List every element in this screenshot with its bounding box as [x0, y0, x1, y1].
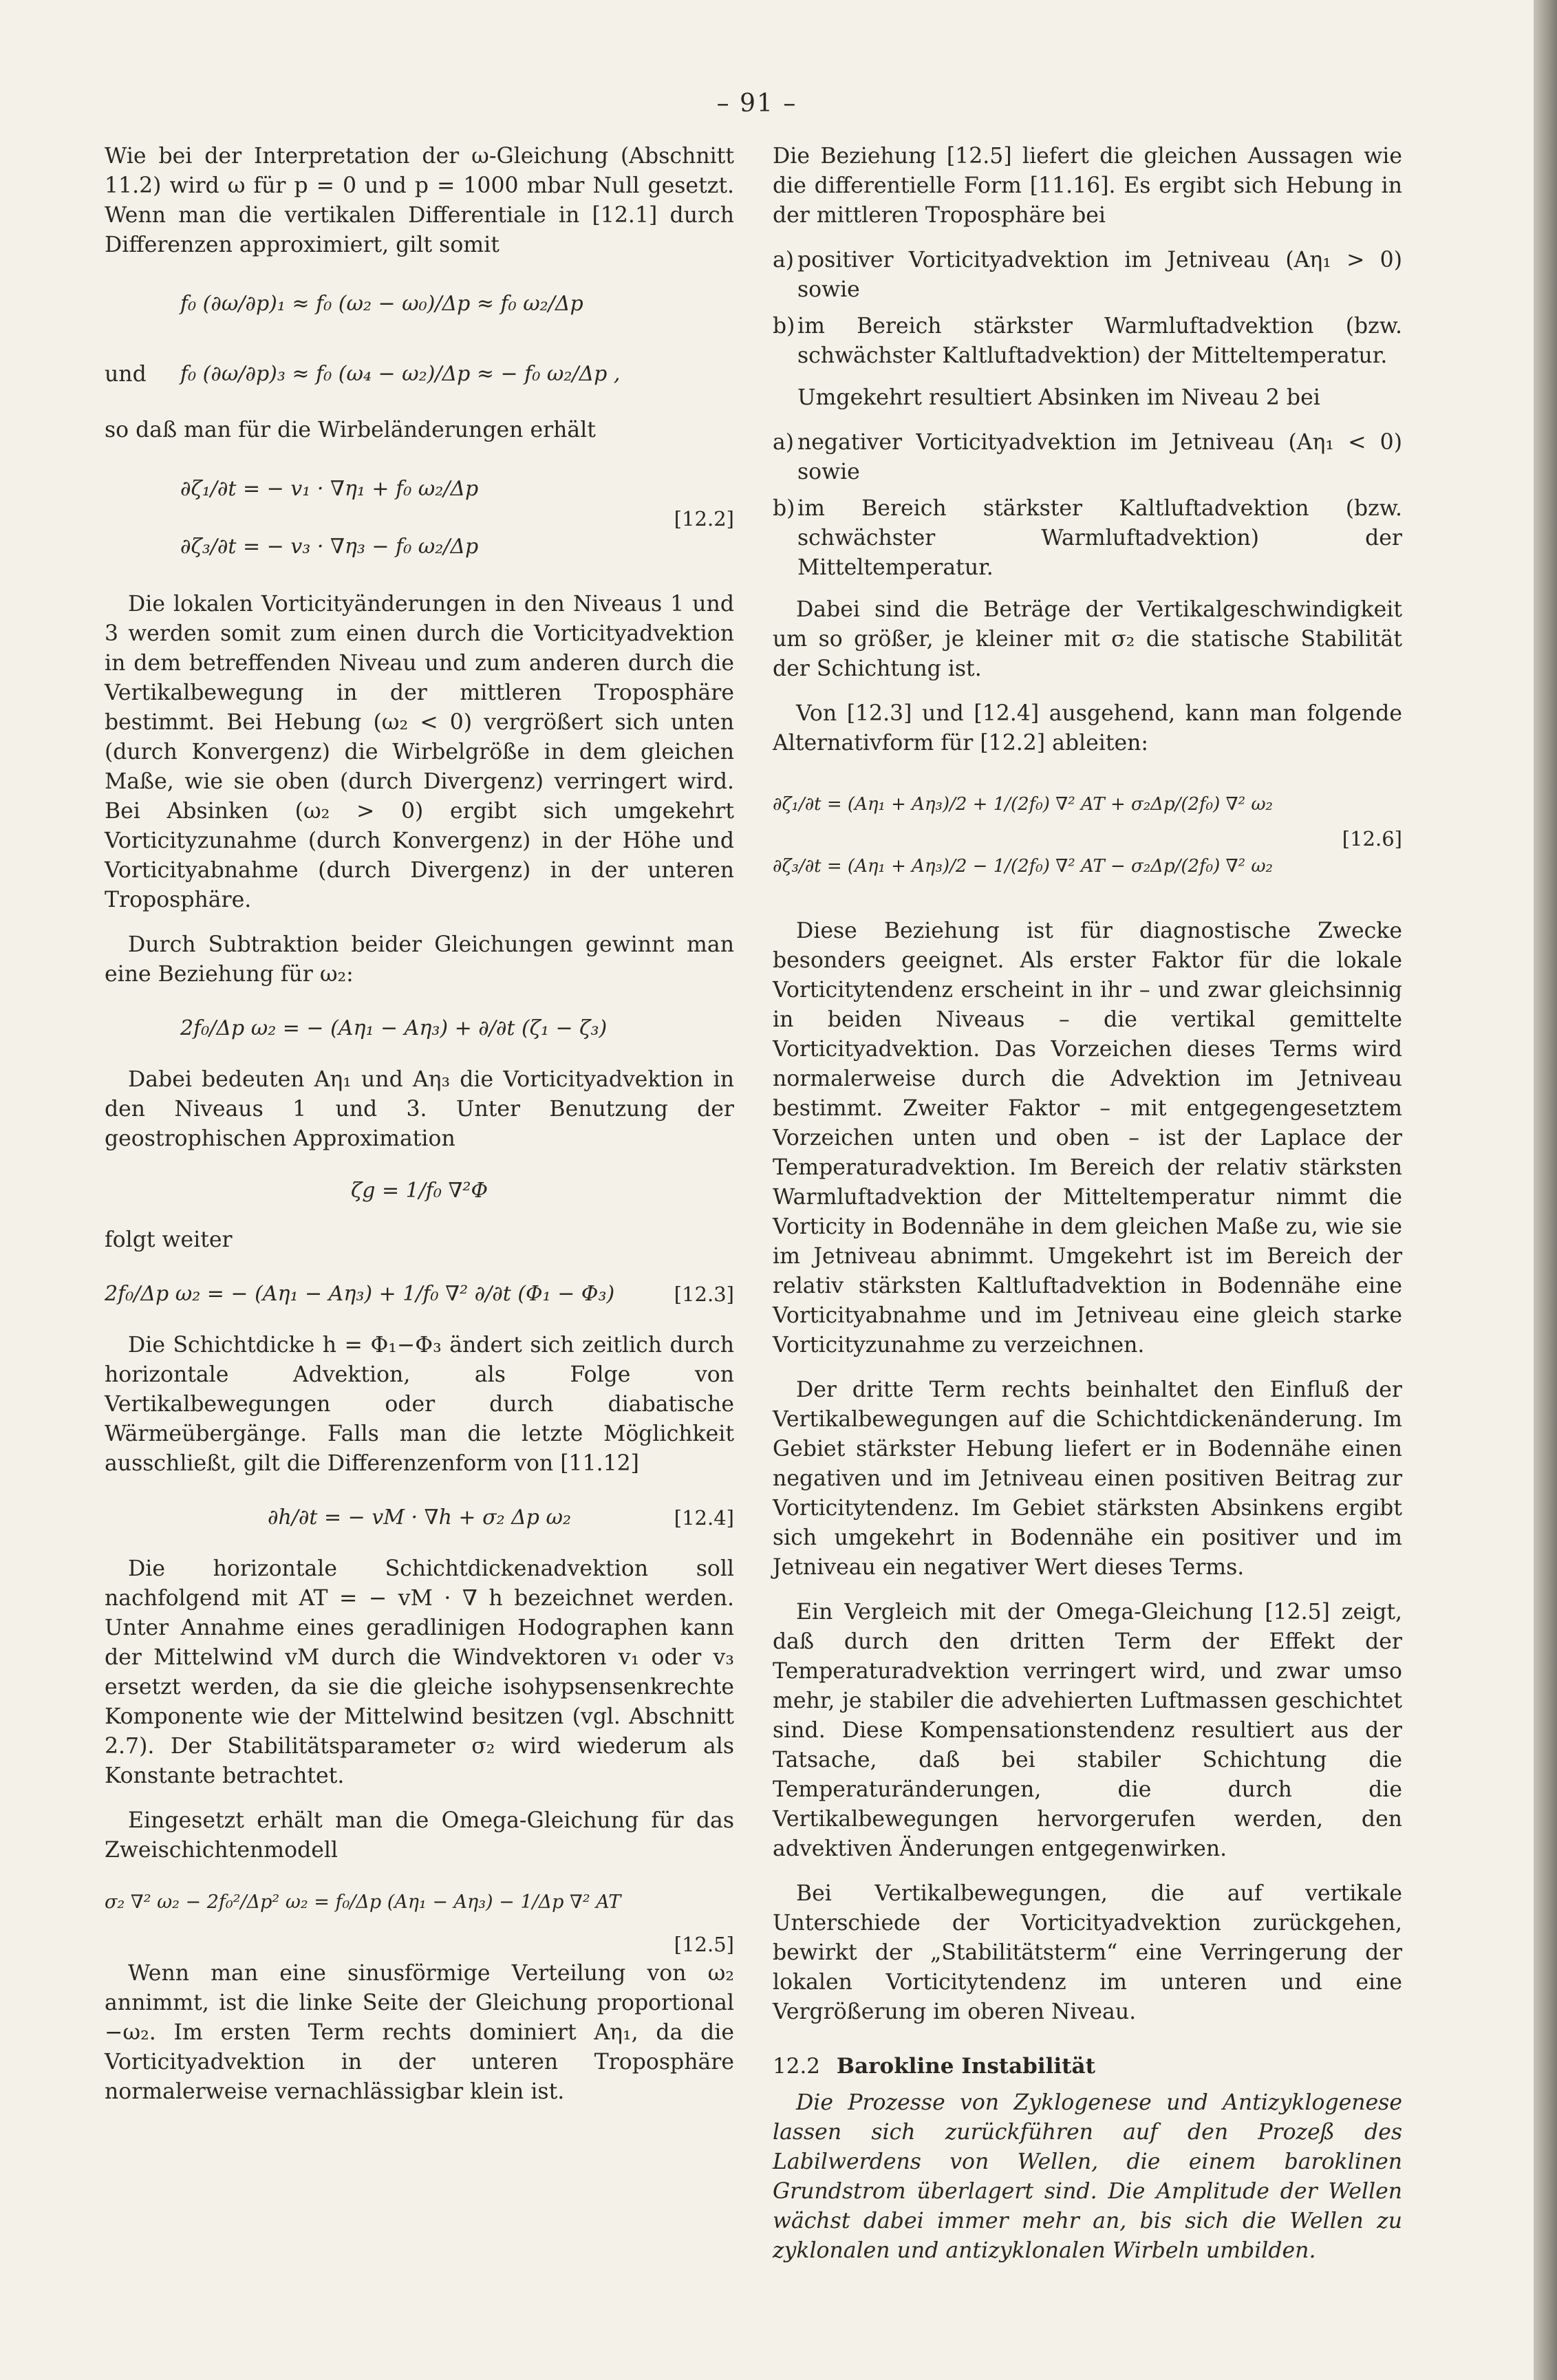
paragraph: Der dritte Term rechts beinhaltet den Einfluß der Vertikalbewegungen auf die Schichtdickenänderung. Im Gebiet stärkster Hebung liefert er in Bodennähe einen negativen und im Jetniveau einen positiven Beitrag zur Vorticitytendenz. Im Gebiet stärksten Absinkens ergibt sich umgekehrt in Bodennähe ein positiver und im Jetniveau ein negativer Wert dieses Terms. — [773, 1377, 1402, 1580]
section-number: 12.2 — [773, 2054, 821, 2079]
equation-number: [12.3] — [674, 1283, 734, 1306]
equation-text: ∂ζ₃/∂t = (Aη₁ + Aη₃)/2 − 1/(2f₀) ∇² AT − σ₂Δp/(2f₀) ∇² ω₂ — [773, 856, 1273, 877]
paragraph: Umgekehrt resultiert Absinken im Niveau 2 bei — [797, 385, 1320, 410]
equation-number: [12.5] — [674, 1933, 734, 1956]
equation-text: 2f₀/Δp ω₂ = − (Aη₁ − Aη₃) + ∂/∂t (ζ₁ − ζ₃) — [180, 1016, 608, 1040]
equation-geostrophic — [105, 1169, 734, 1213]
equation-text: f₀ (∂ω/∂p)₃ ≈ f₀ (ω₄ − ω₂)/Δp ≈ − f₀ ω₂/Δp , — [180, 362, 621, 386]
list-text: im Bereich stärkster Kaltluftadvektion (bzw. schwächster Warmluftadvektion) der Mitteltemperatur. — [797, 496, 1402, 580]
paragraph: so daß man für die Wirbeländerungen erhält — [105, 418, 596, 442]
paragraph: Wie bei der Interpretation der ω-Gleichung (Abschnitt 11.2) wird ω für p = 0 und p = 1000 mbar Null gesetzt. Wenn man die vertikalen Differentiale in [12.1] durch Differenzen approximiert, gilt somit — [105, 144, 734, 257]
equation-text: ∂ζ₃/∂t = − v₃ · ∇η₃ − f₀ ω₂/Δp — [180, 535, 479, 559]
equation-difference-approx-1 — [105, 275, 734, 333]
equation-text: ∂h/∂t = − vM · ∇h + σ₂ Δp ω₂ — [267, 1505, 572, 1530]
paragraph: Die Beziehung [12.5] liefert die gleichen Aussagen wie die differentielle Form [11.16]. Es ergibt sich Hebung in der mittleren Troposphäre bei — [773, 144, 1402, 228]
paragraph: Die horizontale Schichtdickenadvektion soll nachfolgend mit AT = − vM · ∇ h bezeichnet werden. Unter Annahme eines geradlinigen Hodographen kann der Mittelwind vM durch die Windvektoren v₁ oder v₃ ersetzt werden, da sie die gleiche isohypsensenkrechte Komponente wie der Mittelwind besitzen (vgl. Abschnitt 2.7). Der Stabilitätsparameter σ₂ wird wiederum als Konstante betrachtet. — [105, 1556, 734, 1788]
paragraph: Die lokalen Vorticityänderungen in den Niveaus 1 und 3 werden somit zum einen durch die Vorticityadvektion in dem betreffenden Niveau und zum anderen durch die Vertikalbewegung in der mittleren Troposphäre bestimmt. Bei Hebung (ω₂ < 0) vergrößert sich unten (durch Konvergenz) die Wirbelgröße in dem gleichen Maße, wie sie oben (durch Divergenz) verringert wird. Bei Absinken (ω₂ > 0) ergibt sich umgekehrt Vorticityzunahme (durch Konvergenz) in der Höhe und Vorticityabnahme (durch Divergenz) in der unteren Troposphäre. — [105, 592, 734, 912]
list-text: positiver Vorticityadvektion im Jetniveau (Aη₁ > 0) sowie — [797, 248, 1402, 302]
paragraph: Von [12.3] und [12.4] ausgehend, kann man folgende Alternativform für [12.2] ableiten: — [773, 701, 1402, 755]
equation-difference-approx-2 — [105, 345, 734, 403]
paragraph: Bei Vertikalbewegungen, die auf vertikale Unterschiede der Vorticityadvektion zurückgehen, bewirkt der „Stabilitätsterm“ eine Verringerung der lokalen Vorticitytendenz im unteren und eine Vergrößerung im oberen Niveau. — [773, 1881, 1402, 2024]
equation-text: ∂ζ₁/∂t = − v₁ · ∇η₁ + f₀ ω₂/Δp — [180, 477, 479, 501]
list-item — [773, 246, 1402, 305]
paragraph: folgt weiter — [105, 1227, 233, 1252]
list-item — [773, 494, 1402, 583]
right-column — [773, 142, 1402, 2281]
paragraph: Dabei sind die Beträge der Vertikalgeschwindigkeit um so größer, je kleiner mit σ₂ die statische Stabilität der Schichtung ist. — [773, 597, 1402, 681]
list-item — [773, 428, 1402, 487]
equation-12-3 — [105, 1270, 734, 1318]
paragraph: Wenn man eine sinusförmige Verteilung von ω₂ annimmt, ist die linke Seite der Gleichung proportional −ω₂. Im ersten Term rechts dominiert Aη₁, da die Vorticityadvektion in der unteren Troposphäre normalerweise vernachlässigbar klein ist. — [105, 1961, 734, 2104]
hebung-conditions-list — [773, 246, 1402, 371]
paragraph: Ein Vergleich mit der Omega-Gleichung [12.5] zeigt, daß durch den dritten Term der Effekt der Temperaturadvektion verringert wird, und zwar umso mehr, je stabiler die advehierten Luftmassen geschichtet sind. Diese Kompensationstendenz resultiert aus der Tatsache, daß bei stabiler Schichtung die Temperaturänderungen, die durch die Vertikalbewegungen hervorgerufen werden, den advektiven Änderungen entgegenwirken. — [773, 1600, 1402, 1861]
list-text: negativer Vorticityadvektion im Jetniveau (Aη₁ < 0) sowie — [797, 430, 1402, 484]
und-label: und — [105, 362, 147, 387]
absinken-conditions-list — [773, 428, 1402, 583]
list-item — [773, 312, 1402, 371]
equation-text: σ₂ ∇² ω₂ − 2f₀²/Δp² ω₂ = f₀/Δp (Aη₁ − Aη₃) − 1/Δp ∇² AT — [105, 1891, 621, 1913]
list-label: a) — [773, 248, 795, 272]
paragraph: Durch Subtraktion beider Gleichungen gewinnt man eine Beziehung für ω₂: — [105, 932, 734, 987]
equation-omega-relation — [105, 1005, 734, 1053]
equation-text: 2f₀/Δp ω₂ = − (Aη₁ − Aη₃) + 1/f₀ ∇² ∂/∂t (Φ₁ − Φ₃) — [105, 1282, 615, 1306]
paragraph: Eingesetzt erhält man die Omega-Gleichung für das Zweischichtenmodell — [105, 1808, 734, 1863]
equation-number: [12.6] — [1342, 827, 1402, 850]
equation-group-12-6 — [773, 773, 1402, 904]
list-label: b) — [773, 314, 795, 339]
equation-text: f₀ (∂ω/∂p)₁ ≈ f₀ (ω₂ − ω₀)/Δp ≈ f₀ ω₂/Δp — [180, 292, 583, 316]
paragraph: Die Prozesse von Zyklogenese und Antizyklogenese lassen sich zurückführen auf den Prozeß des Labilwerdens von Wellen, die einem baroklinen Grundstrom überlagert sind. Die Amplitude der Wellen wächst dabei immer mehr an, bis sich die Wellen zu zyklonalen und antizyklonalen Wirbeln umbilden. — [773, 2090, 1402, 2263]
list-label: b) — [773, 496, 795, 521]
paragraph: Dabei bedeuten Aη₁ und Aη₃ die Vorticityadvektion in den Niveaus 1 und 3. Unter Benutzung der geostrophischen Approximation — [105, 1067, 734, 1151]
equation-12-5 — [105, 1880, 734, 1956]
equation-text: ζg = 1/f₀ ∇²Φ — [350, 1179, 488, 1203]
equation-number: [12.2] — [674, 507, 734, 530]
equation-12-4 — [105, 1494, 734, 1542]
section-heading — [773, 2052, 1402, 2081]
page-number: – 91 – — [716, 89, 797, 118]
equation-group-12-2 — [105, 460, 734, 577]
list-label: a) — [773, 430, 795, 455]
equation-text: ∂ζ₁/∂t = (Aη₁ + Aη₃)/2 + 1/(2f₀) ∇² AT + σ₂Δp/(2f₀) ∇² ω₂ — [773, 794, 1273, 815]
list-text: im Bereich stärkster Warmluftadvektion (bzw. schwächster Kaltluftadvektion) der Mitteltemperatur. — [797, 314, 1402, 368]
paragraph: Diese Beziehung ist für diagnostische Zwecke besonders geeignet. Als erster Faktor für die lokale Vorticitytendenz erscheint in ihr – und zwar gleichsinnig in beiden Niveaus – die vertikal gemittelte Vorticityadvektion. Das Vorzeichen dieses Terms wird normalerweise durch die Advektion im Jetniveau bestimmt. Zweiter Faktor – mit entgegengesetztem Vorzeichen unten und oben – ist der Laplace der Temperaturadvektion. Im Bereich der relativ stärksten Warmluftadvektion der Mitteltemperatur nimmt die Vorticity in Bodennähe in dem gleichen Maße zu, wie sie im Jetniveau abnimmt. Umgekehrt ist im Bereich der relativ stärksten Kaltluftadvektion in Bodennähe eine Vorticityabnahme und im Jetniveau eine gleich starke Vorticityzunahme zu verzeichnen. — [773, 919, 1402, 1358]
section-title: Barokline Instabilität — [836, 2054, 1095, 2079]
scan-edge — [1534, 0, 1557, 2380]
left-column — [105, 142, 734, 2122]
paragraph: Die Schichtdicke h = Φ₁−Φ₃ ändert sich zeitlich durch horizontale Advektion, als Folge von Vertikalbewegungen oder durch diabatische Wärmeübergänge. Falls man die letzte Möglichkeit ausschließt, gilt die Differenzenform von [11.12] — [105, 1333, 734, 1476]
equation-number: [12.4] — [674, 1506, 734, 1530]
